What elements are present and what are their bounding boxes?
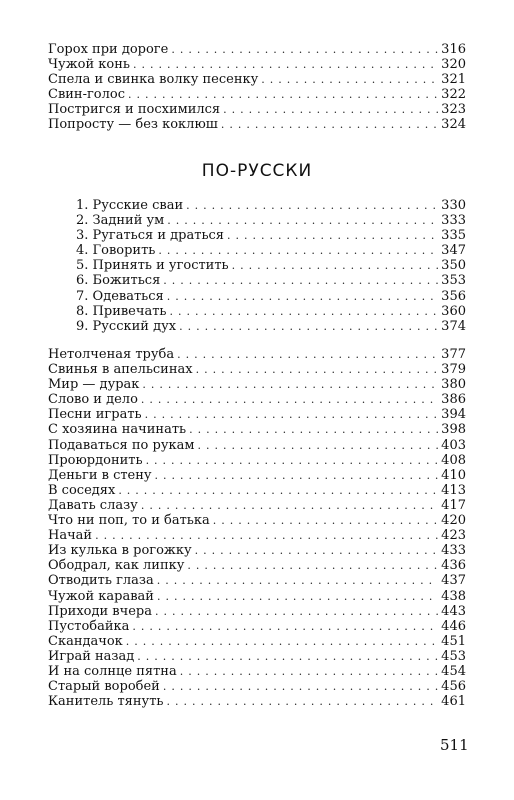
dot-leader [221, 117, 438, 132]
toc-entry [76, 213, 466, 228]
toc-list-main [48, 347, 466, 709]
dot-leader [137, 649, 438, 664]
toc-entry [48, 498, 466, 513]
toc-entry-title: Постригся и посхимился [48, 102, 221, 118]
toc-entry [48, 72, 466, 87]
dot-leader [223, 102, 438, 117]
toc-entry [48, 543, 466, 558]
toc-entry [76, 198, 466, 213]
toc-entry-title: Давать слазу [48, 497, 138, 513]
dot-leader [166, 694, 438, 709]
toc-entry-page: 438 [441, 588, 466, 604]
dot-leader [145, 407, 439, 422]
toc-entry [48, 468, 466, 483]
toc-entry-title: 6. Божиться [76, 273, 161, 289]
toc-entry-page: 335 [441, 228, 466, 244]
toc-entry-page: 451 [441, 633, 466, 649]
dot-leader [171, 42, 438, 57]
toc-entry-title: 1. Русские сваи [76, 198, 184, 213]
toc-entry [48, 634, 466, 649]
toc-entry-title: Старый воробей [48, 679, 160, 695]
toc-entry-page: 353 [441, 273, 466, 289]
dot-leader [142, 377, 438, 392]
toc-entry-page: 403 [441, 437, 466, 453]
toc-entry-title: Начай [48, 528, 93, 544]
toc-entry [48, 573, 466, 588]
toc-entry-page: 324 [441, 117, 466, 133]
dot-leader [180, 664, 438, 679]
toc-entry [48, 679, 466, 694]
toc-entry-page: 413 [441, 482, 466, 498]
toc-entry [48, 407, 466, 422]
toc-entry-title: Деньги в стену [48, 467, 152, 483]
toc-entry-page: 320 [441, 57, 466, 73]
toc-entry-page: 377 [441, 347, 466, 362]
page-number: 511 [440, 736, 469, 754]
toc-entry-title: 9. Русский дух [76, 318, 177, 334]
toc-list-numbered [76, 198, 466, 334]
toc-entry-title: Горох при дороге [48, 42, 169, 57]
toc-entry-page: 454 [441, 663, 466, 679]
toc-entry [48, 528, 466, 543]
toc-entry [76, 304, 466, 319]
toc-entry-page: 433 [441, 543, 466, 559]
dot-leader [126, 634, 438, 649]
dot-leader [157, 573, 438, 588]
toc-entry-title: 2. Задний ум [76, 213, 165, 229]
dot-leader [155, 604, 438, 619]
toc-entry-title: Песни играть [48, 407, 142, 423]
toc-entry-page: 456 [441, 679, 466, 695]
toc-entry-title: Попросту — без коклюш [48, 117, 218, 133]
toc-entry-title: Спела и свинка волку песенку [48, 72, 259, 88]
toc-entry-title: С хозяина начинать [48, 422, 187, 438]
toc-entry [48, 694, 466, 709]
dot-leader [232, 258, 439, 273]
toc-entry [76, 258, 466, 273]
toc-entry [76, 289, 466, 304]
toc-entry-title: Проюрдонить [48, 452, 143, 468]
toc-entry [76, 243, 466, 258]
toc-entry-title: Отводить глаза [48, 573, 154, 589]
toc-entry-title: 3. Ругаться и драться [76, 228, 225, 244]
toc-entry-title: Слово и дело [48, 392, 138, 408]
dot-leader [227, 228, 438, 243]
toc-entry-title: Канитель тянуть [48, 694, 164, 710]
toc-entry [48, 664, 466, 679]
dot-leader [167, 289, 438, 304]
toc-entry [48, 87, 466, 102]
toc-entry-page: 436 [441, 558, 466, 574]
dot-leader [196, 362, 439, 377]
toc-entry [48, 589, 466, 604]
toc-entry-title: Мир — дурак [48, 377, 140, 393]
toc-entry-page: 410 [441, 467, 466, 483]
toc-entry-title: В соседях [48, 482, 116, 498]
toc-entry-title: Из кулька в рогожку [48, 543, 192, 559]
toc-entry [48, 438, 466, 453]
toc-entry-page: 446 [441, 618, 466, 634]
toc-entry [76, 273, 466, 288]
dot-leader [167, 213, 438, 228]
toc-entry-title: 7. Одеваться [76, 288, 164, 304]
dot-leader [163, 679, 438, 694]
toc-entry [48, 392, 466, 407]
toc-entry-page: 386 [441, 392, 466, 408]
toc-entry-page: 398 [441, 422, 466, 438]
toc-entry-page: 316 [441, 42, 466, 57]
dot-leader [132, 619, 438, 634]
toc-entry-page: 374 [441, 318, 466, 334]
dot-leader [95, 528, 438, 543]
dot-leader [158, 243, 438, 258]
toc-entry-page: 347 [441, 243, 466, 259]
toc-entry-title: Свин-голос [48, 87, 125, 103]
toc-entry-title: Что ни поп, то и батька [48, 513, 210, 529]
dot-leader [189, 422, 438, 437]
toc-entry-title: И на солнце пятна [48, 663, 177, 679]
toc-entry-page: 379 [441, 362, 466, 378]
toc-entry-title: 8. Привечать [76, 303, 167, 319]
dot-leader [186, 198, 438, 213]
dot-leader [261, 72, 438, 87]
toc-entry-title: Нетолченая труба [48, 347, 175, 362]
toc-entry-page: 453 [441, 648, 466, 664]
toc-entry-title: Чужой каравай [48, 588, 154, 604]
dot-leader [187, 558, 438, 573]
toc-entry [48, 42, 466, 57]
dot-leader [146, 453, 439, 468]
toc-entry [76, 228, 466, 243]
toc-entry [48, 483, 466, 498]
toc-entry-page: 360 [441, 303, 466, 319]
toc-entry [48, 558, 466, 573]
toc-entry-page: 321 [441, 72, 466, 88]
toc-entry-title: Играй назад [48, 648, 135, 664]
toc-entry [48, 57, 466, 72]
toc-entry-page: 443 [441, 603, 466, 619]
toc-entry-page: 461 [441, 694, 466, 710]
dot-leader [141, 498, 438, 513]
toc-entry-title: Скандачок [48, 633, 123, 649]
dot-leader [179, 319, 438, 334]
toc-entry-page: 356 [441, 288, 466, 304]
toc-entry-title: Подаваться по рукам [48, 437, 195, 453]
dot-leader [163, 273, 438, 288]
toc-list-top [48, 42, 466, 133]
dot-leader [213, 513, 438, 528]
toc-entry [48, 604, 466, 619]
dot-leader [197, 438, 438, 453]
toc-entry-title: 4. Говорить [76, 243, 156, 259]
toc-entry [48, 513, 466, 528]
toc-entry [48, 117, 466, 132]
toc-entry [48, 102, 466, 117]
toc-entry-page: 330 [441, 198, 466, 213]
toc-entry [48, 347, 466, 362]
toc-entry-page: 394 [441, 407, 466, 423]
dot-leader [170, 304, 439, 319]
toc-entry-page: 333 [441, 213, 466, 229]
toc-entry [48, 362, 466, 377]
dot-leader [141, 392, 438, 407]
toc-entry [48, 453, 466, 468]
toc-entry-page: 350 [441, 258, 466, 274]
dot-leader [118, 483, 438, 498]
dot-leader [157, 589, 438, 604]
toc-entry-page: 417 [441, 497, 466, 513]
toc-entry [48, 422, 466, 437]
dot-leader [155, 468, 439, 483]
toc-entry [76, 319, 466, 334]
toc-entry-title: Пустобайка [48, 618, 130, 634]
dot-leader [177, 347, 438, 362]
dot-leader [133, 57, 438, 72]
toc-entry-title: Свинья в апельсинах [48, 362, 193, 378]
toc-entry [48, 649, 466, 664]
toc-entry-page: 408 [441, 452, 466, 468]
toc-entry-page: 437 [441, 573, 466, 589]
toc-entry-page: 323 [441, 102, 466, 118]
toc-entry [48, 377, 466, 392]
toc-entry-title: Чужой конь [48, 57, 130, 73]
toc-entry-title: Приходи вчера [48, 603, 152, 619]
section-heading: ПО-РУССКИ [201, 161, 313, 181]
toc-entry-title: Ободрал, как липку [48, 558, 185, 574]
dot-leader [128, 87, 438, 102]
toc-entry-title: 5. Принять и угостить [76, 258, 229, 274]
toc-entry-page: 420 [441, 513, 466, 529]
toc-entry-page: 322 [441, 87, 466, 103]
dot-leader [195, 543, 439, 558]
toc-entry-page: 380 [441, 377, 466, 393]
toc-entry-page: 423 [441, 528, 466, 544]
toc-entry [48, 619, 466, 634]
